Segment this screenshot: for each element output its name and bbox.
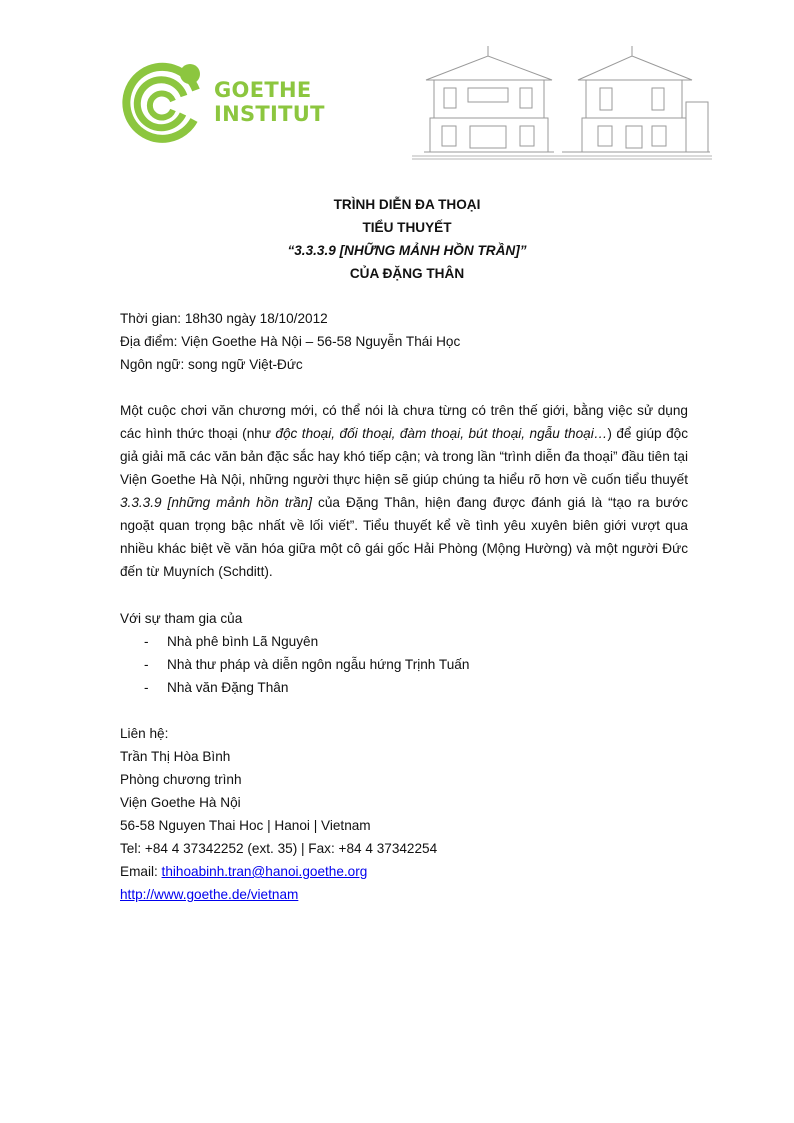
list-item: - Nhà thư pháp và diễn ngôn ngẫu hứng Trịnh Tuấn <box>120 653 688 676</box>
participants-section <box>120 607 688 699</box>
desc-italic-1: độc thoại, đối thoại, đàm thoại, bút thoại, ngẫu thoại… <box>275 426 608 441</box>
title-line-4: CỦA ĐẶNG THÂN <box>349 266 465 281</box>
desc-italic-2: 3.3.3.9 [những mảnh hồn trần] <box>120 495 313 510</box>
contact-department: Phòng chương trình <box>120 772 242 787</box>
goethe-institut-logo <box>118 58 325 148</box>
contact-organization: Viện Goethe Hà Nội <box>120 795 241 810</box>
participants-intro: Với sự tham gia của <box>120 611 243 626</box>
event-time: Thời gian: 18h30 ngày 18/10/2012 <box>120 311 328 326</box>
document-title <box>120 193 694 285</box>
event-place: Địa điểm: Viện Goethe Hà Nội – 56-58 Nguyễn Thái Học <box>120 334 461 349</box>
title-line-1: TRÌNH DIỄN ĐA THOẠI <box>333 197 481 212</box>
email-link[interactable]: thihoabinh.tran@hanoi.goethe.org <box>161 864 368 879</box>
logo-wordmark <box>214 78 325 126</box>
title-line-2: TIỂU THUYẾT <box>362 220 452 235</box>
event-details <box>120 307 688 376</box>
website-link[interactable]: http://www.goethe.de/vietnam <box>120 887 299 902</box>
dash-bullet-icon: - <box>144 680 149 695</box>
email-label: Email: <box>120 864 162 879</box>
desc-part-2: ) để giúp độc giả giải mã các văn bản đặc sắc hay khó tiếp cận; và trong lần “trình diễn đa thoại” đầu tiên tại Viện Goethe Hà Nội, những người thực hiện sẽ giúp chúng ta hiểu rõ hơn về cuốn tiểu thuyết <box>120 426 688 487</box>
logo-line-institut: INSTITUT <box>214 102 325 126</box>
participants-list <box>120 630 688 699</box>
contact-email-line <box>120 860 688 883</box>
title-line-3: “3.3.3.9 [NHỮNG MẢNH HỒN TRẦN]” <box>287 243 527 258</box>
desc-part-3: của Đặng Thân, hiện đang được đánh giá là “tạo ra bước ngoặt quan trọng bậc nhất về lối viết”. Tiểu thuyết kể về tình yêu xuyên biên giới vượt qua nhiều khác biệt về văn hóa giữa một cô gái gốc Hải Phòng (Mộng Hường) và một người Đức đến từ Muyních (Schditt). <box>120 495 688 579</box>
logo-line-goethe: GOETHE <box>214 78 312 102</box>
event-language: Ngôn ngữ: song ngữ Việt-Đức <box>120 357 303 372</box>
villa-building-icon <box>412 42 712 160</box>
desc-part-1: Một cuộc chơi văn chương mới, có thể nói là chưa từng có trên thế giới, bằng việc sử dụng các hình thức thoại (như <box>120 403 688 441</box>
contact-address: 56-58 Nguyen Thai Hoc | Hanoi | Vietnam <box>120 818 371 833</box>
list-item: - Nhà văn Đặng Thân <box>120 676 688 699</box>
list-item: - Nhà phê bình Lã Nguyên <box>120 630 688 653</box>
contact-name: Trần Thị Hòa Bình <box>120 749 231 764</box>
dash-bullet-icon: - <box>144 634 149 649</box>
contact-heading: Liên hệ: <box>120 726 169 741</box>
description-paragraph <box>120 399 688 583</box>
goethe-arcs-logo-icon <box>118 58 212 148</box>
contact-phone: Tel: +84 4 37342252 (ext. 35) | Fax: +84 4 37342254 <box>120 841 438 856</box>
contact-section <box>120 722 688 906</box>
dash-bullet-icon: - <box>144 657 149 672</box>
building-illustration <box>412 42 712 163</box>
